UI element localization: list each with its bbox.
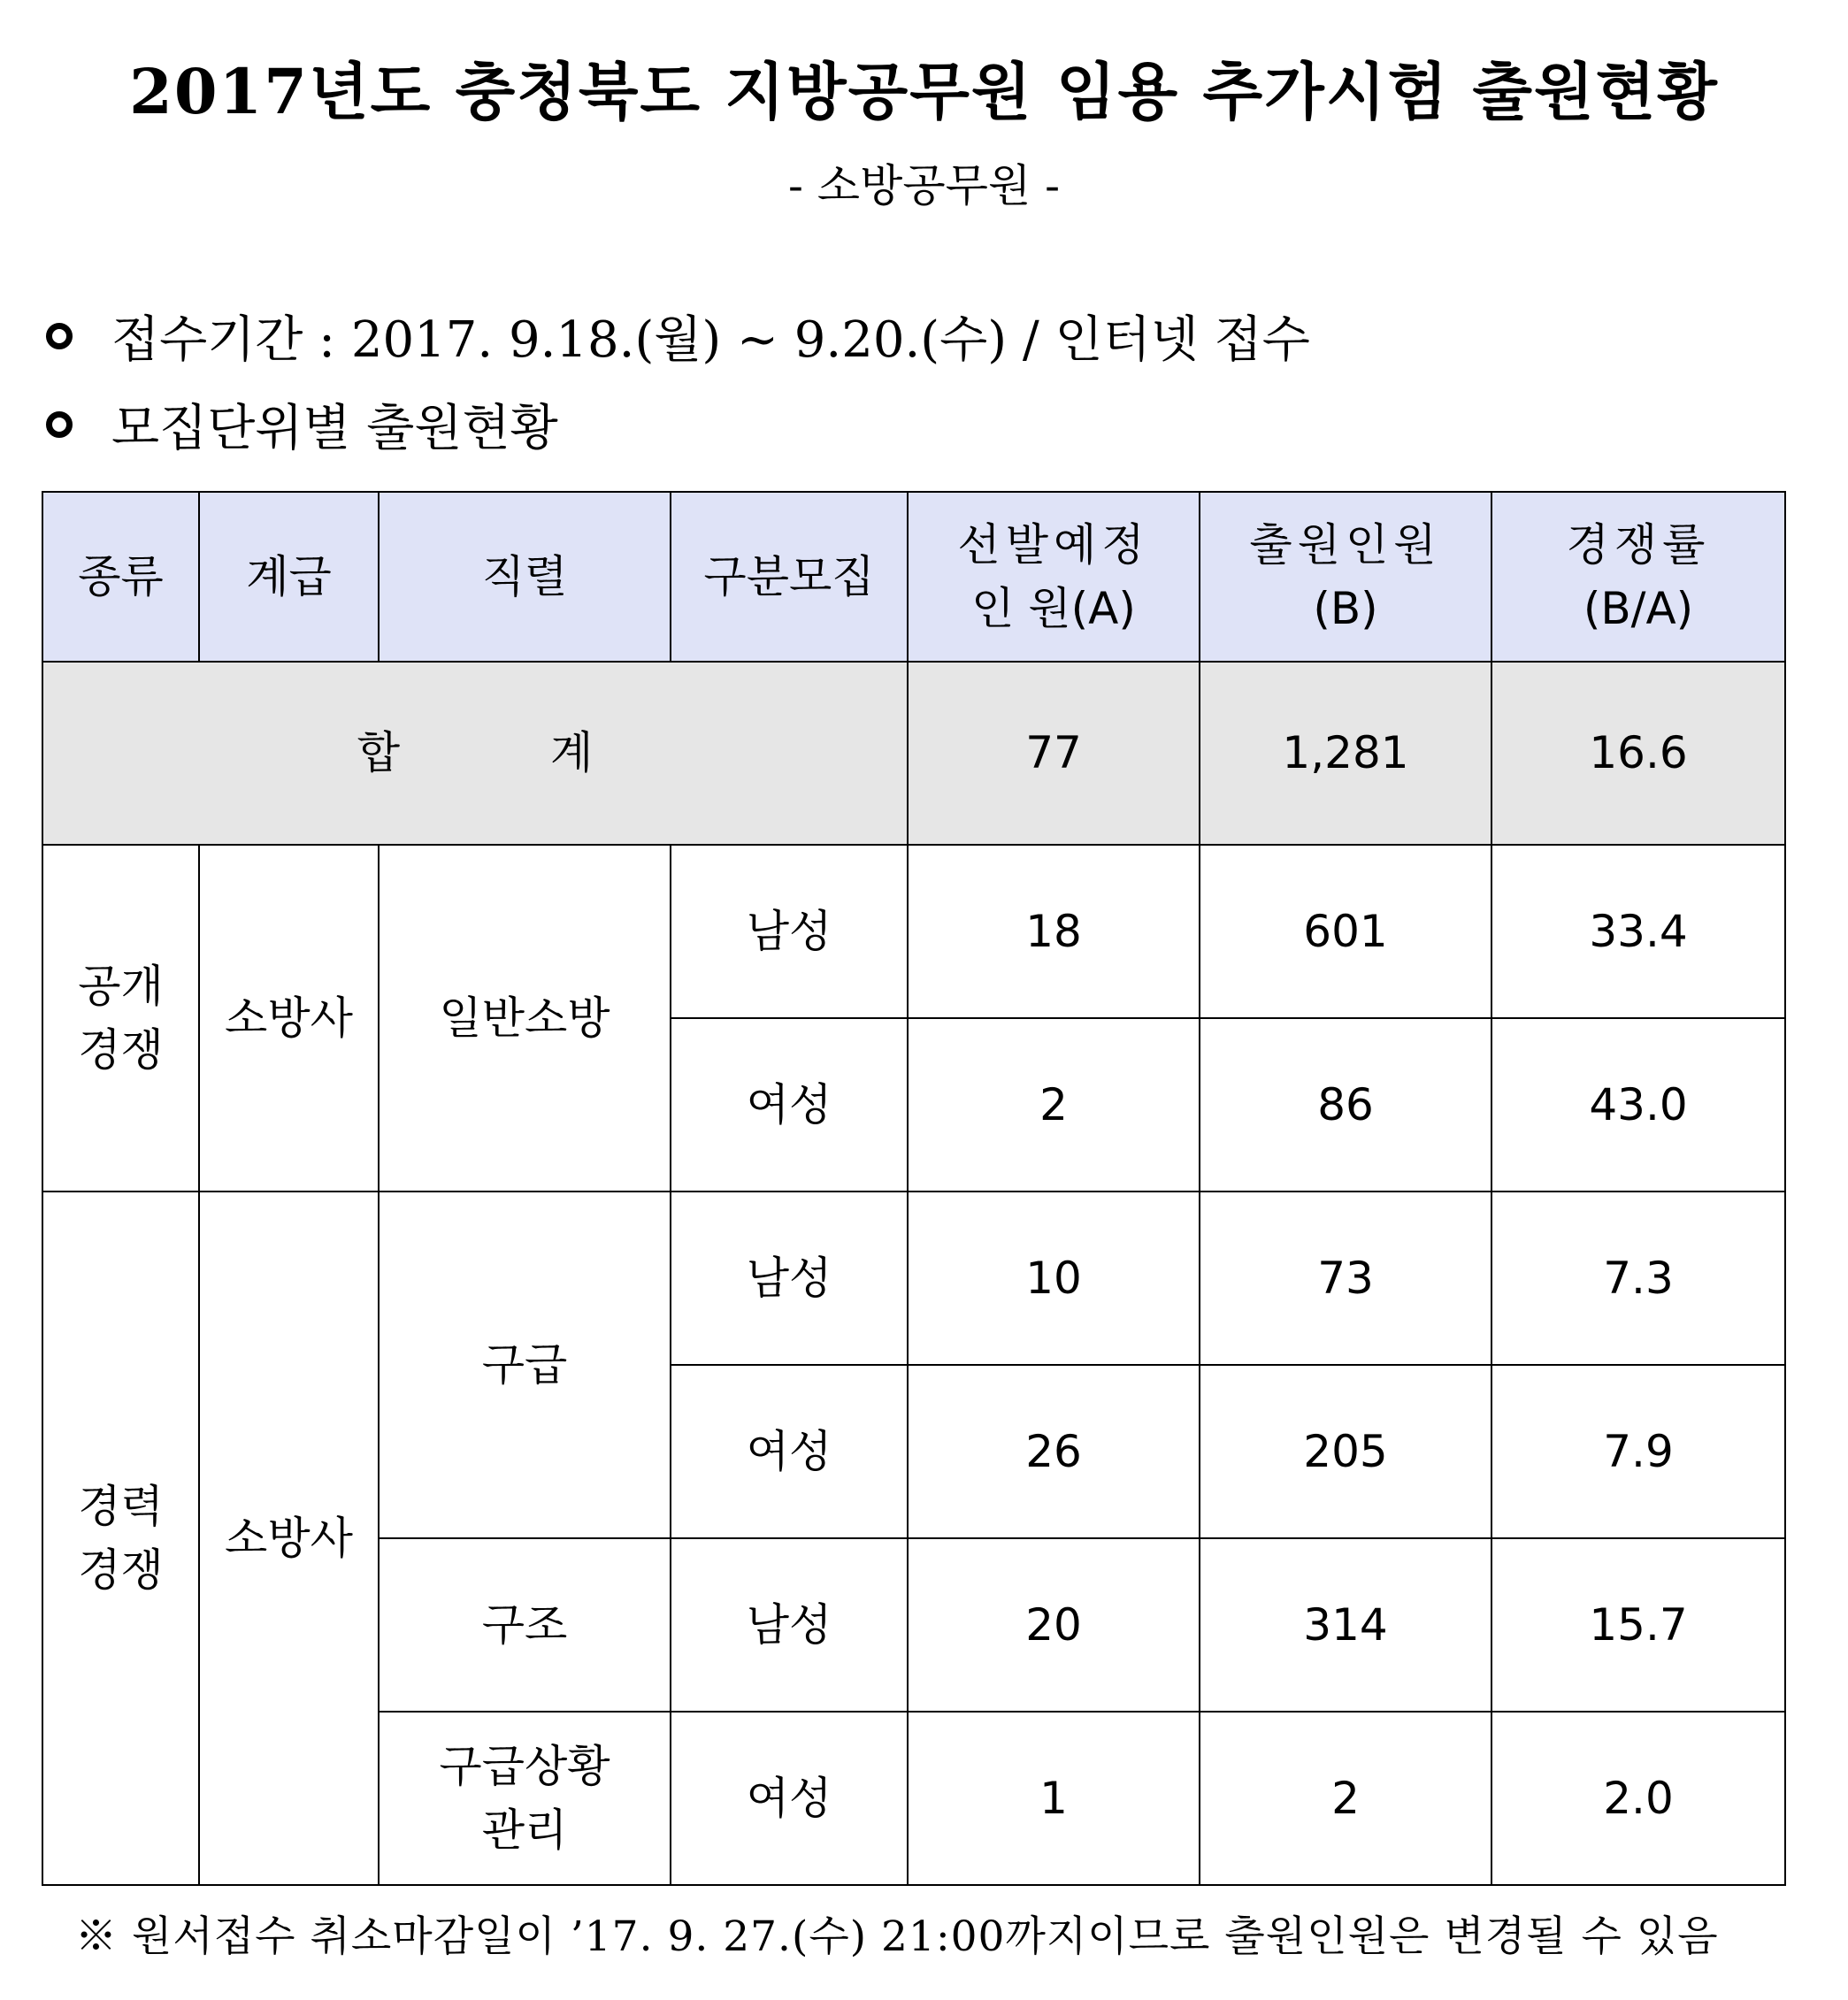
row-ratio: 33.4 [1491, 845, 1785, 1018]
row-applicants: 86 [1200, 1018, 1491, 1192]
row-ratio: 15.7 [1491, 1538, 1785, 1712]
header-applicants: 출원인원 (B) [1200, 492, 1491, 662]
header-category: 구분모집 [671, 492, 908, 662]
row-category: 여성 [671, 1018, 908, 1192]
row-ratio: 43.0 [1491, 1018, 1785, 1192]
total-applicants: 1,281 [1200, 662, 1491, 845]
row-category: 여성 [671, 1712, 908, 1885]
row-ratio: 2.0 [1491, 1712, 1785, 1885]
row-selected: 2 [908, 1018, 1200, 1192]
total-ratio: 16.6 [1491, 662, 1785, 845]
header-rank: 계급 [199, 492, 379, 662]
row-category: 남성 [671, 845, 908, 1018]
kind-career: 경력 경쟁 [42, 1192, 199, 1885]
row-applicants: 2 [1200, 1712, 1491, 1885]
application-table [42, 491, 1786, 1886]
position-rescue: 구조 [379, 1538, 671, 1712]
circle-bullet-icon [46, 411, 73, 438]
period-text: 접수기간 : 2017. 9.18.(월) ~ 9.20.(수) / 인터넷 접수 [111, 311, 1310, 369]
row-selected: 10 [908, 1192, 1200, 1365]
status-text: 모집단위별 출원현황 [111, 400, 558, 457]
row-applicants: 73 [1200, 1192, 1491, 1365]
rank-open: 소방사 [199, 845, 379, 1192]
position-emergency: 구급상황 관리 [379, 1712, 671, 1885]
row-selected: 1 [908, 1712, 1200, 1885]
row-selected: 20 [908, 1538, 1200, 1712]
row-selected: 26 [908, 1365, 1200, 1538]
row-category: 남성 [671, 1538, 908, 1712]
page-subtitle: - 소방공무원 - [787, 160, 1061, 211]
kind-open: 공개 경쟁 [42, 845, 199, 1192]
table-row [42, 1192, 1785, 1365]
bullet-status [46, 389, 558, 460]
circle-bullet-icon [46, 323, 73, 349]
total-row [42, 662, 1785, 845]
row-applicants: 314 [1200, 1538, 1491, 1712]
header-ratio: 경쟁률 (B/A) [1491, 492, 1785, 662]
row-applicants: 601 [1200, 845, 1491, 1018]
position-firstaid: 구급 [379, 1192, 671, 1538]
rank-career: 소방사 [199, 1192, 379, 1885]
bullet-period [46, 301, 1310, 372]
row-category: 여성 [671, 1365, 908, 1538]
row-ratio: 7.3 [1491, 1192, 1785, 1365]
header-position: 직렬 [379, 492, 671, 662]
page-title: 2017년도 충청북도 지방공무원 임용 추가시험 출원현황 [129, 55, 1719, 128]
row-category: 남성 [671, 1192, 908, 1365]
total-label: 합 계 [42, 662, 908, 845]
row-applicants: 205 [1200, 1365, 1491, 1538]
header-kind: 종류 [42, 492, 199, 662]
header-row [42, 492, 1785, 662]
position-general: 일반소방 [379, 845, 671, 1192]
row-ratio: 7.9 [1491, 1365, 1785, 1538]
row-selected: 18 [908, 845, 1200, 1018]
footnote: ※ 원서접수 취소마감일이 ’17. 9. 27.(수) 21:00까지이므로 출원인원은 변경될 수 있음 [75, 1912, 1719, 1961]
table-row [42, 845, 1785, 1018]
total-selected: 77 [908, 662, 1200, 845]
header-selected: 선발예정 인 원(A) [908, 492, 1200, 662]
